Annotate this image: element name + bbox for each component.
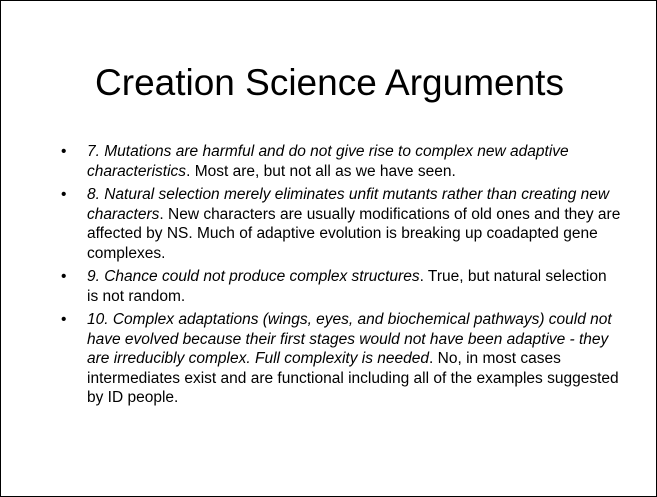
bullet-icon: • bbox=[61, 186, 67, 203]
list-item bbox=[61, 267, 621, 306]
bullet-list bbox=[61, 142, 621, 412]
response-text: New characters are usually modifications of old ones and they are affected by NS. Much of adaptive evolution is breaking up coadapted gene complexes. bbox=[87, 205, 621, 262]
separator-text: . bbox=[159, 205, 168, 223]
list-item bbox=[61, 185, 621, 263]
separator-text: . bbox=[186, 162, 195, 180]
slide-title: Creation Science Arguments bbox=[95, 62, 564, 103]
response-text: True, but natural selection is not random. bbox=[87, 268, 607, 305]
bullet-icon: • bbox=[61, 143, 67, 160]
claim-text: 8. Natural selection merely eliminates unfit mutants rather than creating new characters bbox=[87, 186, 610, 223]
claim-text: 10. Complex adaptations (wings, eyes, and biochemical pathways) could not have evolved because their first stages would not have been adaptive - they are irreducibly complex. Full complexity is needed bbox=[87, 311, 612, 367]
bullet-icon: • bbox=[61, 311, 67, 328]
response-text: No, in most cases intermediates exist and are functional including all of the examples suggested by ID people. bbox=[87, 350, 619, 406]
list-item bbox=[61, 310, 621, 408]
list-item bbox=[61, 142, 621, 181]
claim-text: 9. Chance could not produce complex structures bbox=[87, 268, 420, 285]
claim-text: 7. Mutations are harmful and do not give rise to complex new adaptive characteristics bbox=[87, 143, 569, 180]
separator-text: . bbox=[429, 350, 438, 367]
response-text: Most are, but not all as we have seen. bbox=[194, 162, 456, 180]
separator-text: . bbox=[419, 268, 428, 285]
bullet-icon: • bbox=[61, 268, 67, 285]
